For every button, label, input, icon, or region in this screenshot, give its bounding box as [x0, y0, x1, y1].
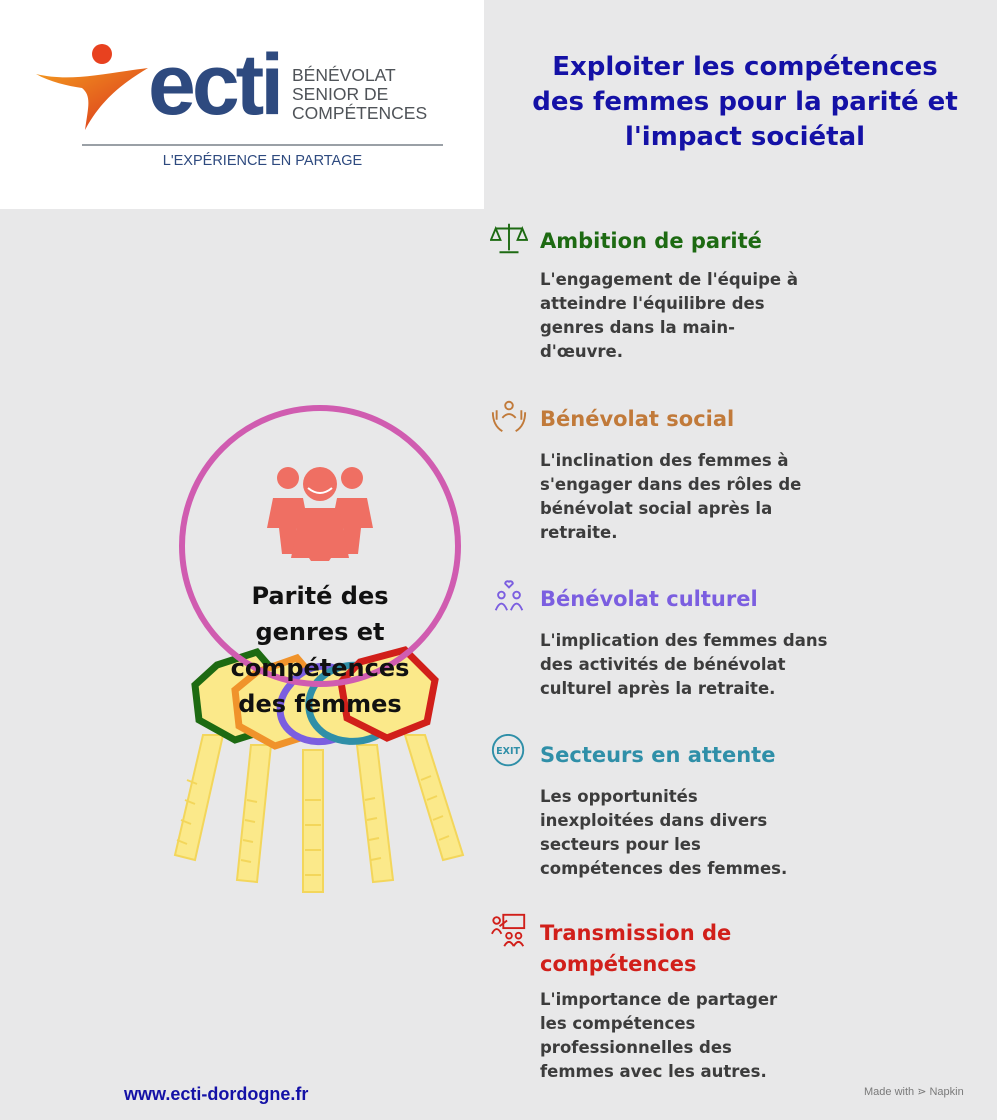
section-description-line: Les opportunités: [540, 787, 698, 806]
section-description-line: genres dans la main-: [540, 318, 736, 337]
key-icon: [175, 735, 463, 892]
ecti-wordmark: ecti: [148, 37, 281, 133]
section-benevolat-social: [488, 398, 888, 548]
logo-subtitle: [292, 66, 472, 123]
section-description-line: retraite.: [540, 523, 618, 542]
section-description: [540, 449, 870, 545]
section-title: Bénévolat culturel: [540, 587, 758, 611]
logo-subtitle-line: COMPÉTENCES: [292, 103, 428, 123]
section-title: Ambition de parité: [540, 229, 762, 253]
section-description-line: bénévolat social après la: [540, 499, 773, 518]
section-description-line: inexploitées dans divers: [540, 811, 768, 830]
section-secteurs: [488, 734, 888, 884]
section-description-line: L'engagement de l'équipe à: [540, 270, 798, 289]
teacher-board-icon: [490, 912, 528, 948]
section-description-line: culturel après la retraite.: [540, 679, 776, 698]
page-title-line: l'impact sociétal: [624, 122, 866, 152]
website-link[interactable]: www.ecti-dordogne.fr: [124, 1084, 309, 1104]
section-benevolat-culturel: [488, 578, 888, 708]
women-group-icon: [267, 467, 373, 561]
logo-panel: [0, 0, 484, 209]
section-title: [540, 918, 870, 980]
page-title: [495, 50, 995, 155]
section-title: Bénévolat social: [540, 407, 735, 431]
section-description: [540, 268, 870, 364]
scale-icon: [490, 220, 528, 256]
section-title-line: Transmission de: [540, 921, 732, 945]
section-description-line: compétences des femmes.: [540, 859, 788, 878]
svg-text:EXIT: EXIT: [496, 745, 520, 757]
center-label: Parité des genres et compétences des femmes: [230, 582, 410, 718]
section-description: [540, 629, 870, 701]
logo-tagline: L'EXPÉRIENCE EN PARTAGE: [162, 153, 363, 169]
napkin-credit: Made with ⋗ Napkin: [864, 1086, 964, 1098]
section-description-line: les compétences: [540, 1014, 696, 1033]
section-description-line: s'engager dans des rôles de: [540, 475, 802, 494]
family-heart-icon: [490, 578, 528, 614]
ecti-swoosh-logo-icon: [30, 38, 155, 138]
helping-hands-icon: [490, 398, 528, 434]
section-ambition: [488, 220, 888, 370]
section-description-line: L'importance de partager: [540, 990, 778, 1009]
section-title: Secteurs en attente: [540, 743, 776, 767]
section-description-line: L'implication des femmes dans: [540, 631, 828, 650]
section-description-line: des activités de bénévolat: [540, 655, 786, 674]
logo-divider: [82, 144, 443, 146]
section-description-line: professionnelles des: [540, 1038, 732, 1057]
section-description-line: L'inclination des femmes à: [540, 451, 789, 470]
logo-subtitle-line: BÉNÉVOLAT: [292, 65, 396, 85]
section-description-line: secteurs pour les: [540, 835, 701, 854]
exit-sign-icon: [490, 734, 528, 770]
section-description: [540, 785, 870, 881]
logo-subtitle-line: SENIOR DE: [292, 84, 389, 104]
page-title-line: des femmes pour la parité et: [532, 87, 958, 117]
section-title-line: compétences: [540, 952, 697, 976]
section-description-line: atteindre l'équilibre des: [540, 294, 765, 313]
section-description-line: d'œuvre.: [540, 342, 624, 361]
section-description-line: femmes avec les autres.: [540, 1062, 767, 1081]
page-title-line: Exploiter les compétences: [552, 52, 938, 82]
section-transmission: [488, 912, 888, 1087]
section-description: [540, 988, 870, 1084]
